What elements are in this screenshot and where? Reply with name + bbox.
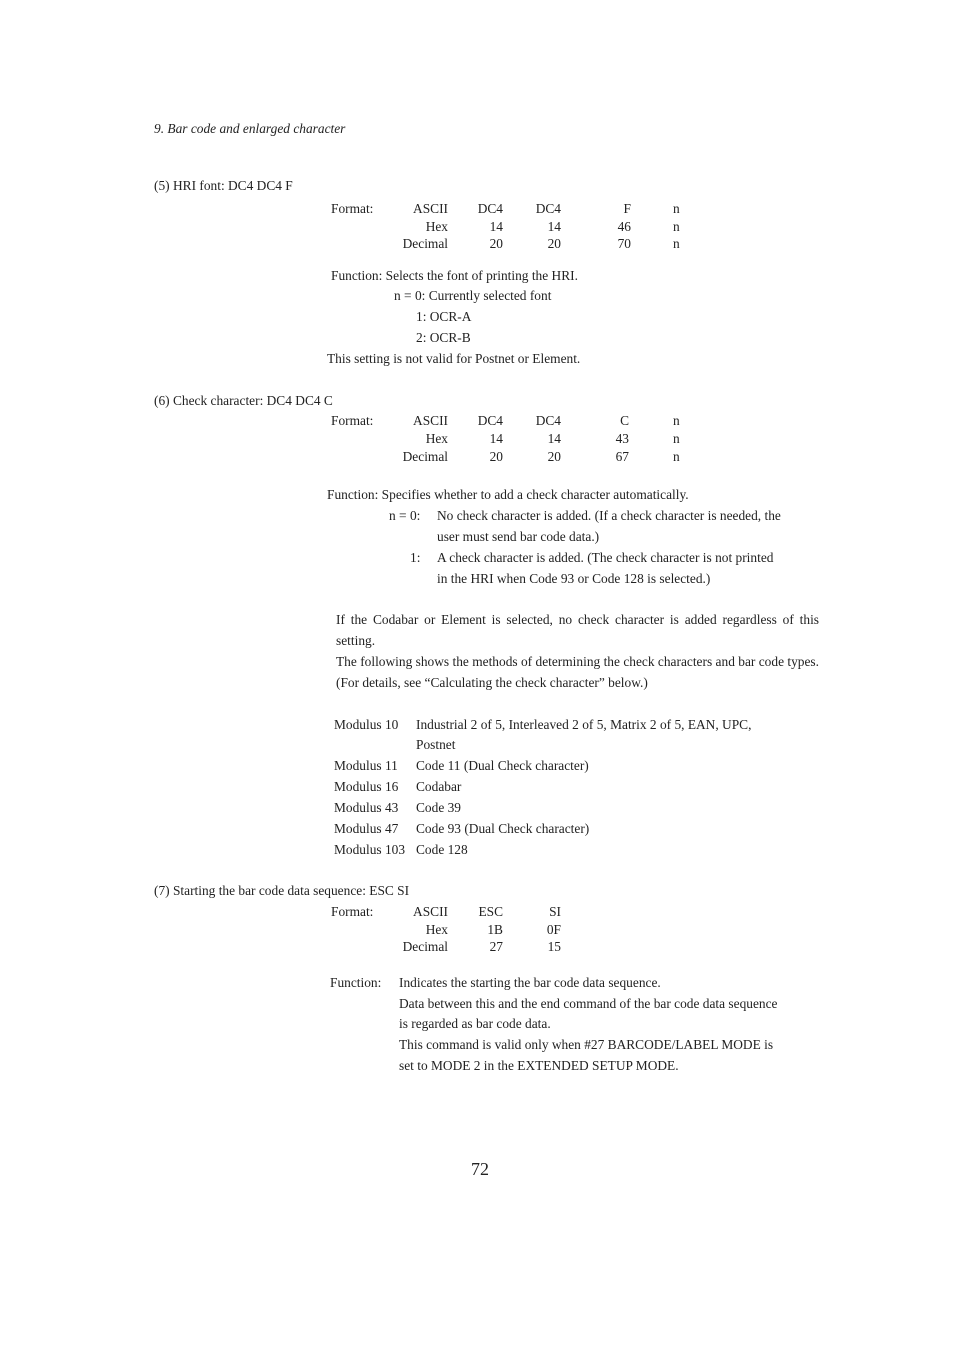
format-cell: 20 — [547, 236, 561, 251]
modulus-text: Postnet — [416, 737, 456, 752]
modulus-label: Modulus 43 — [334, 800, 399, 815]
format-cell: ASCII — [413, 904, 448, 919]
format-label: Format: — [331, 201, 374, 216]
format-cell: ESC — [478, 904, 503, 919]
option-text: 2: OCR-B — [416, 330, 471, 345]
modulus-label: Modulus 47 — [334, 821, 399, 836]
function-text: Data between this and the end command of the bar code data sequence — [399, 996, 778, 1011]
format-cell: 14 — [489, 431, 503, 446]
format-cell: ASCII — [413, 413, 448, 428]
format-cell: 0F — [546, 922, 561, 937]
format-cell: 20 — [489, 236, 503, 251]
function-text: Function: Selects the font of printing the HRI. — [331, 268, 578, 283]
function-text: Function: Specifies whether to add a check character automatically. — [327, 487, 689, 502]
format-cell: DC4 — [535, 201, 561, 216]
format-cell: Decimal — [402, 449, 448, 464]
modulus-text: Code 11 (Dual Check character) — [416, 758, 589, 773]
modulus-label: Modulus 11 — [334, 758, 398, 773]
format-cell: 20 — [489, 449, 503, 464]
format-cell: n — [673, 449, 680, 464]
paragraph: If the Codabar or Element is selected, no check character is added regardless of this setting. — [336, 612, 819, 648]
modulus-text: Code 39 — [416, 800, 462, 815]
format-label: Format: — [331, 904, 374, 919]
option-label: n = 0: — [389, 508, 421, 523]
format-cell: Hex — [425, 431, 448, 446]
page-number: 72 — [471, 1159, 489, 1179]
format-cell: 67 — [615, 449, 629, 464]
format-cell: DC4 — [477, 201, 503, 216]
section-7-heading: (7) Starting the bar code data sequence: ESC SI — [154, 883, 410, 898]
option-text: A check character is added. (The check character is not printed — [437, 550, 774, 565]
modulus-text: Code 128 — [416, 842, 468, 857]
section-6-heading: (6) Check character: DC4 DC4 C — [154, 393, 333, 408]
modulus-label: Modulus 16 — [334, 779, 399, 794]
format-cell: n — [673, 236, 680, 251]
option-text: n = 0: Currently selected font — [394, 288, 552, 303]
format-cell: 14 — [489, 219, 503, 234]
function-label: Function: — [330, 975, 382, 990]
function-text: Indicates the starting the bar code data sequence. — [399, 975, 661, 990]
format-cell: ASCII — [413, 201, 448, 216]
modulus-text: Code 93 (Dual Check character) — [416, 821, 590, 836]
format-cell: n — [673, 201, 680, 216]
format-label: Format: — [331, 413, 374, 428]
format-cell: C — [620, 413, 629, 428]
format-cell: F — [623, 201, 631, 216]
modulus-label: Modulus 103 — [334, 842, 406, 857]
paragraph: The following shows the methods of determining the check characters and bar code types. (For details, see “Calculating the check character” below.) — [336, 654, 819, 690]
format-cell: 15 — [547, 939, 561, 954]
format-cell: 27 — [489, 939, 503, 954]
function-text: is regarded as bar code data. — [399, 1016, 551, 1031]
format-cell: SI — [549, 904, 561, 919]
note-text: This setting is not valid for Postnet or Element. — [327, 351, 581, 366]
format-cell: 43 — [615, 431, 629, 446]
chapter-header: 9. Bar code and enlarged character — [154, 121, 346, 136]
function-text: set to MODE 2 in the EXTENDED SETUP MODE. — [399, 1058, 679, 1073]
format-cell: DC4 — [477, 413, 503, 428]
option-text: in the HRI when Code 93 or Code 128 is selected.) — [437, 571, 711, 586]
format-cell: Decimal — [402, 939, 448, 954]
format-cell: 20 — [547, 449, 561, 464]
format-cell: Decimal — [402, 236, 448, 251]
format-cell: Hex — [425, 922, 448, 937]
modulus-text: Industrial 2 of 5, Interleaved 2 of 5, Matrix 2 of 5, EAN, UPC, — [416, 717, 752, 732]
format-cell: n — [673, 219, 680, 234]
option-label: 1: — [410, 550, 421, 565]
format-cell: 14 — [547, 219, 561, 234]
format-cell: 14 — [547, 431, 561, 446]
function-text: This command is valid only when #27 BARCODE/LABEL MODE is — [399, 1037, 774, 1052]
format-cell: 1B — [487, 922, 503, 937]
option-text: user must send bar code data.) — [437, 529, 600, 544]
option-text: 1: OCR-A — [416, 309, 472, 324]
format-cell: 46 — [617, 219, 631, 234]
modulus-label: Modulus 10 — [334, 717, 399, 732]
format-cell: Hex — [425, 219, 448, 234]
section-5-heading: (5) HRI font: DC4 DC4 F — [154, 178, 293, 193]
format-cell: n — [673, 431, 680, 446]
format-cell: 70 — [617, 236, 631, 251]
option-text: No check character is added. (If a check character is needed, the — [437, 508, 781, 523]
format-cell: n — [673, 413, 680, 428]
format-cell: DC4 — [535, 413, 561, 428]
modulus-text: Codabar — [416, 779, 462, 794]
